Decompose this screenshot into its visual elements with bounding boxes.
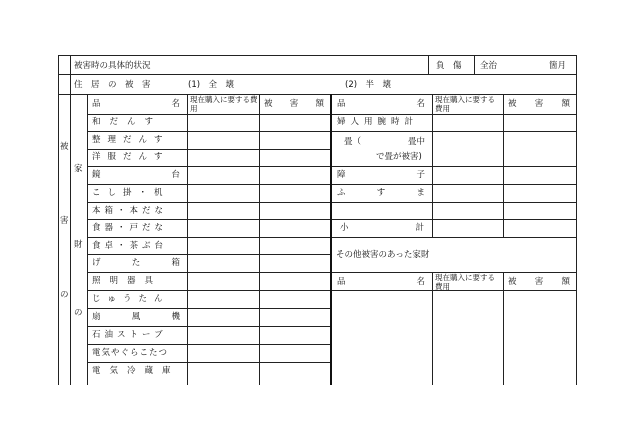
left-col-cost-header: 現在購入に要する費用 (190, 95, 258, 113)
left-col-damage-header (264, 99, 324, 109)
sub-label-1: 家 (74, 164, 83, 174)
right-damage-header-3: 額 (561, 99, 570, 109)
item-tatami-b: 畳中 (408, 137, 426, 147)
side-label-bottom: の (60, 290, 69, 300)
right-col-item-header (337, 99, 425, 109)
item-wadansu: 和だんす (92, 117, 163, 127)
item-shoji: 障 子 (337, 170, 425, 180)
right-col-item-header-2: 品 名 (337, 277, 425, 287)
left-col-item-header (92, 99, 180, 109)
right-damage-header-2: 害 (534, 99, 544, 109)
item-shokki: 食器・戸だな (92, 223, 168, 233)
item-youfukudansu: 洋服だんす (92, 152, 170, 162)
item-koshikake: こし掛・机 (92, 188, 170, 198)
item-shokutaku: 食卓・茶ぶ台 (92, 241, 168, 251)
heal-unit: 箇月 (549, 61, 567, 71)
damage-header-2: 害 (289, 99, 299, 109)
subtotal-label: 小 計 (340, 223, 424, 233)
sub-label-2: 財 (74, 240, 83, 250)
residence-option-full[interactable]: (1) 全 壊 (188, 80, 235, 90)
heal-label: 全治 (480, 61, 498, 71)
item-kotatsu: 電気やぐらこたつ (92, 348, 169, 358)
item-header-2: 名 (171, 99, 180, 109)
side-label-top: 被 (60, 142, 69, 152)
right-item-header-2: 名 (416, 99, 425, 109)
damage-header-3: 額 (315, 99, 324, 109)
other-items-label: その他被害のあった家財 (336, 250, 430, 260)
injury-label: 負 傷 (436, 61, 462, 71)
item-senpuuki: 扇 風 機 (92, 312, 180, 322)
item-seiridansu: 整理だんす (92, 135, 170, 145)
situation-label: 被害時の具体的状況 (74, 61, 151, 71)
item-watch: 婦人用腕時計 (337, 117, 419, 127)
damage-header-1: 被 (264, 99, 273, 109)
sub-label-3: の (74, 308, 83, 318)
item-sekiyu-stove: 石油ストーブ (92, 330, 167, 340)
item-getabako: げ た 箱 (92, 258, 180, 268)
item-header-1: 品 (92, 99, 101, 109)
residence-option-half[interactable]: (2) 半 壊 (345, 80, 392, 90)
right-col-cost-header: 現在購入に要する費用 (435, 95, 495, 113)
item-reizouko: 電気冷蔵庫 (92, 366, 180, 376)
right-col-damage-header (508, 99, 570, 109)
item-tatami-c: で畳が被害) (376, 152, 422, 162)
item-kyoudai: 鏡 台 (92, 170, 180, 180)
side-label-mid: 害 (60, 216, 69, 226)
item-tatami-a: 畳（ (344, 137, 362, 147)
item-juutan: じゅうたん (92, 294, 170, 304)
right-col-cost-header-2: 現在購入に要する費用 (435, 273, 495, 291)
right-damage-header-1: 被 (508, 99, 517, 109)
residence-label: 住 居 の 被 害 (74, 80, 151, 90)
item-honbako: 本箱・本だな (92, 206, 168, 216)
right-item-header-1: 品 (337, 99, 346, 109)
item-fusuma: ふ す ま (337, 188, 425, 198)
item-shoumei: 照明器具 (92, 276, 163, 286)
right-col-damage-header-2: 被 害 額 (508, 277, 570, 287)
